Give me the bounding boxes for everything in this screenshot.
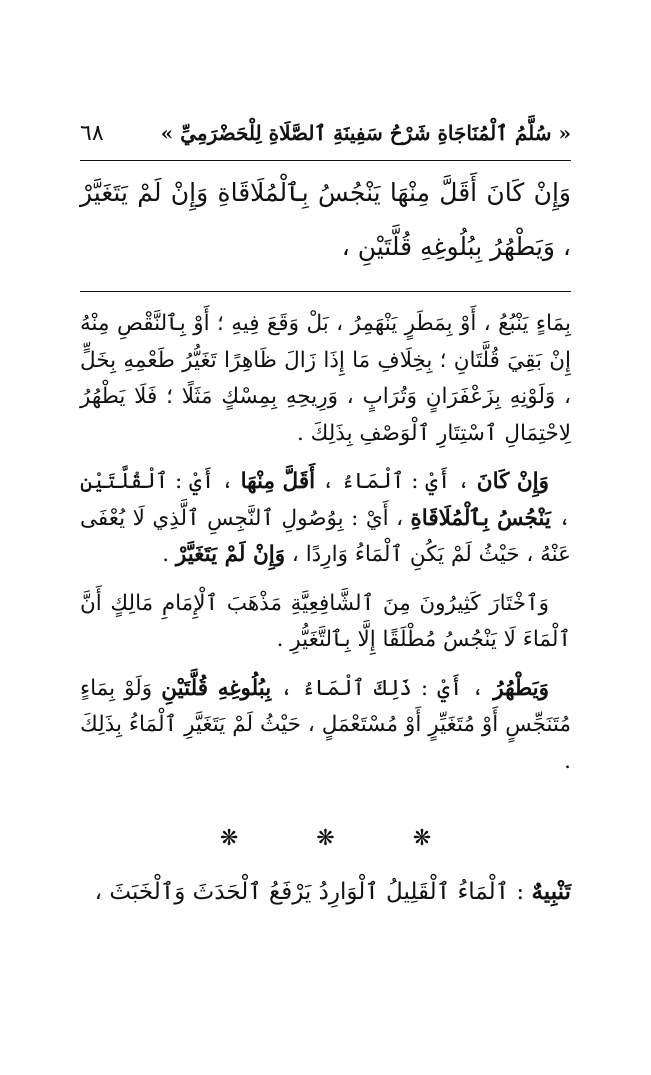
star-ornament-icon: ❋ bbox=[219, 826, 239, 851]
matn-quote: وَإِنْ لَمْ يَتَغَيَّرْ bbox=[175, 542, 286, 567]
matn-quote: يَنْجُسُ بِٱلْمُلَاقَاةِ bbox=[410, 505, 551, 531]
page-number: ٦٨ bbox=[80, 120, 104, 146]
next-section bbox=[80, 872, 571, 912]
running-title: « سُلَّمُ ٱلْمُنَاجَاةِ شَرْحُ سَفِينَةِ ٱلصَّلَاةِ لِلْحَضْرَمِيِّ » bbox=[160, 121, 571, 145]
commentary-text: ، أَيْ : ذَلِكَ ٱلْمَاءُ ، bbox=[271, 675, 494, 701]
commentary-paragraph-2 bbox=[80, 464, 571, 574]
commentary-paragraph-4 bbox=[80, 671, 571, 781]
matn-text: وَإِنْ كَانَ أَقَلَّ مِنْهَا يَنْجُسُ بِٱلْمُلَاقَاةِ وَإِنْ لَمْ يَتَغَيَّرْ ، وَيَطْهُرُ بِبُلُوغِهِ قُلَّتَيْنِ ، bbox=[80, 178, 571, 261]
matn-quote: وَإِنْ كَانَ bbox=[476, 469, 549, 494]
matn-quote: بِبُلُوغِهِ قُلَّتَيْنِ bbox=[161, 675, 272, 701]
section-separator bbox=[80, 826, 571, 851]
note-label: تَنْبِيهٌ bbox=[531, 878, 571, 905]
header-rule bbox=[80, 160, 571, 161]
commentary-text: ، أَيْ : بِوُصُولِ ٱلنَّجِسِ ٱلَّذِي لَا يُعْفَى عَنْهُ ، حَيْثُ لَمْ يَكُنِ ٱلْمَاءُ وَارِدًا ، bbox=[80, 505, 571, 567]
commentary-text: ، أَيْ : ٱلْمَاءُ ، bbox=[315, 469, 477, 494]
note-text: : ٱلْمَاءُ ٱلْقَلِيلُ ٱلْوَارِدُ يَرْفَعُ ٱلْحَدَثَ وَٱلْخَبَثَ ، bbox=[94, 879, 532, 905]
commentary-text: وَلَوْ بِمَاءٍ مُتَنَجِّسٍ أَوْ مُتَغَيِّرٍ أَوْ مُسْتَعْمَلٍ ، حَيْثُ لَمْ يَتَغَيَّرِ ٱلْمَاءُ بِذَلِكَ . bbox=[80, 675, 571, 774]
star-ornament-icon: ❋ bbox=[316, 826, 335, 851]
matn-quote: أَقَلَّ مِنْهَا bbox=[240, 469, 316, 494]
commentary bbox=[80, 306, 571, 792]
matn-quote: وَيَطْهُرُ bbox=[493, 675, 549, 701]
star-ornament-icon: ❋ bbox=[412, 826, 432, 851]
matn-rule bbox=[80, 291, 571, 292]
commentary-text: ، أَيْ : ٱلْقُلَّتَيْنِ ، bbox=[80, 469, 572, 531]
commentary-paragraph-3: وَٱخْتَارَ كَثِيرُونَ مِنَ ٱلشَّافِعِيَّةِ مَذْهَبَ ٱلْإِمَامِ مَالِكٍ أَنَّ ٱلْمَاءَ لَا يَنْجُسُ مُطْلَقًا إِلَّا بِٱلتَّغَيُّرِ . bbox=[80, 590, 571, 652]
commentary-paragraph-1: بِمَاءٍ يَنْبُعُ ، أَوْ بِمَطَرٍ يَنْهَمِرُ ، بَلْ وَقَعَ فِيهِ ؛ أَوْ بِٱلنَّقْصِ مِنْهُ إِنْ بَقِيَ قُلَّتَانِ ؛ بِخِلَافِ مَا إِذَا زَالَ ظَاهِرًا تَغَيُّرُ طَعْمِهِ بِخَلٍّ ، وَلَوْنِهِ بِزَعْفَرَانٍ وَتُرَابٍ ، وَرِيحِهِ بِمِسْكٍ مَثَلًا ؛ فَلَا يَطْهُرُ لِاحْتِمَالِ ٱسْتِتَارِ ٱلْوَصْفِ بِذَلِكَ . bbox=[80, 311, 571, 446]
page-header bbox=[80, 118, 571, 148]
commentary-text: . bbox=[162, 542, 176, 567]
